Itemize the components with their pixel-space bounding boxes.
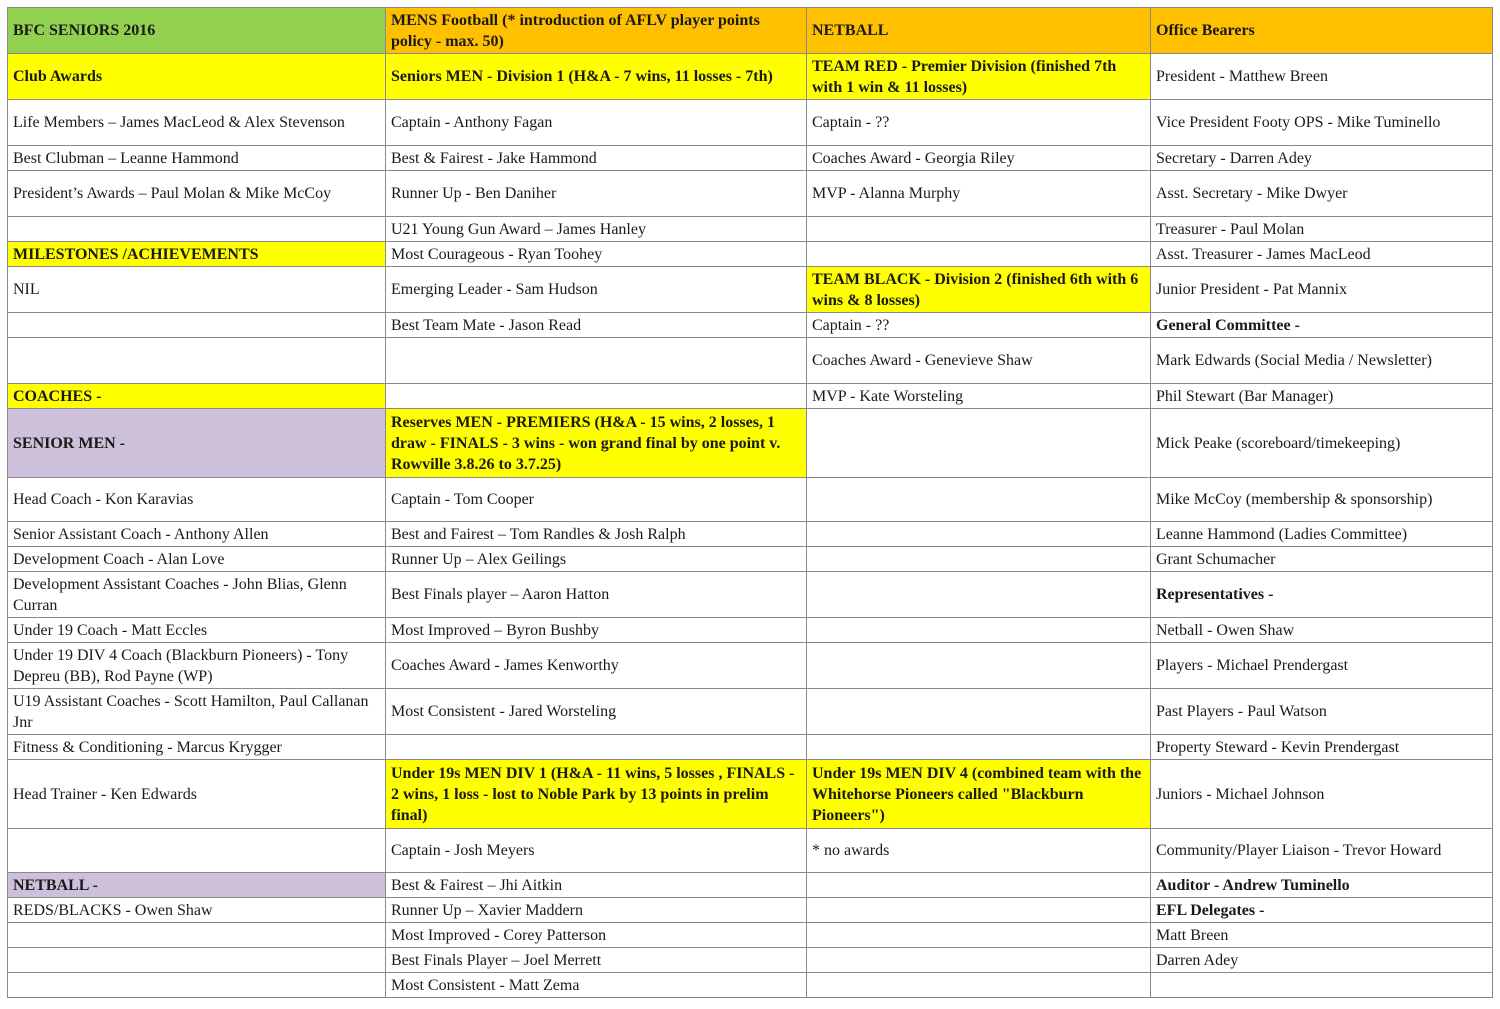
award-cell: Best & Fairest - Jake Hammond	[386, 146, 807, 171]
award-cell: Runner Up - Ben Daniher	[386, 171, 807, 217]
coach-cell: Development Coach - Alan Love	[8, 547, 386, 572]
representative-cell: Community/Player Liaison - Trevor Howard	[1151, 829, 1493, 873]
seniors-div1-header: Seniors MEN - Division 1 (H&A - 7 wins, 11 losses - 7th)	[386, 54, 807, 100]
award-cell: Captain - Tom Cooper	[386, 478, 807, 522]
award-cell: Best Team Mate - Jason Read	[386, 313, 807, 338]
coach-cell: REDS/BLACKS - Owen Shaw	[8, 898, 386, 923]
office-bearer-cell: Secretary - Darren Adey	[1151, 146, 1493, 171]
empty-cell	[807, 572, 1151, 618]
efl-delegates-label: EFL Delegates -	[1151, 898, 1493, 923]
milestones-header: MILESTONES /ACHIEVEMENTS	[8, 242, 386, 267]
committee-member-cell: Mike McCoy (membership & sponsorship)	[1151, 478, 1493, 522]
empty-cell	[807, 217, 1151, 242]
netball-award-cell: Coaches Award - Georgia Riley	[807, 146, 1151, 171]
award-cell: Best & Fairest – Jhi Aitkin	[386, 873, 807, 898]
committee-member-cell: Leanne Hammond (Ladies Committee)	[1151, 522, 1493, 547]
auditor-label: Auditor - Andrew Tuminello	[1151, 873, 1493, 898]
coach-cell: Under 19 Coach - Matt Eccles	[8, 618, 386, 643]
empty-cell	[807, 643, 1151, 689]
netball-award-cell: MVP - Kate Worsteling	[807, 384, 1151, 409]
award-cell: Coaches Award - James Kenworthy	[386, 643, 807, 689]
award-cell: Most Courageous - Ryan Toohey	[386, 242, 807, 267]
award-cell: Runner Up – Xavier Maddern	[386, 898, 807, 923]
general-committee-label: General Committee -	[1151, 313, 1493, 338]
empty-cell	[807, 923, 1151, 948]
netball-section-header: NETBALL -	[8, 873, 386, 898]
coach-cell: Development Assistant Coaches - John Blias, Glenn Curran	[8, 572, 386, 618]
empty-cell	[1151, 973, 1493, 998]
award-cell: Best and Fairest – Tom Randles & Josh Ralph	[386, 522, 807, 547]
office-bearer-cell: Vice President Footy OPS - Mike Tuminello	[1151, 100, 1493, 146]
representative-cell: Property Steward - Kevin Prendergast	[1151, 735, 1493, 760]
award-cell: Most Consistent - Jared Worsteling	[386, 689, 807, 735]
netball-award-cell: MVP - Alanna Murphy	[807, 171, 1151, 217]
representative-cell: Past Players - Paul Watson	[1151, 689, 1493, 735]
team-red-header: TEAM RED - Premier Division (finished 7th with 1 win & 11 losses)	[807, 54, 1151, 100]
club-award-cell: President’s Awards – Paul Molan & Mike McCoy	[8, 171, 386, 217]
coach-cell: U19 Assistant Coaches - Scott Hamilton, Paul Callanan Jnr	[8, 689, 386, 735]
committee-member-cell: Phil Stewart (Bar Manager)	[1151, 384, 1493, 409]
senior-men-header: SENIOR MEN -	[8, 409, 386, 478]
milestone-cell: NIL	[8, 267, 386, 313]
empty-cell	[8, 338, 386, 384]
club-award-cell: Best Clubman – Leanne Hammond	[8, 146, 386, 171]
club-award-cell: Life Members – James MacLeod & Alex Stevenson	[8, 100, 386, 146]
empty-cell	[8, 948, 386, 973]
award-cell: Best Finals Player – Joel Merrett	[386, 948, 807, 973]
empty-cell	[807, 873, 1151, 898]
office-bearer-cell: Junior President - Pat Mannix	[1151, 267, 1493, 313]
reserves-men-header: Reserves MEN - PREMIERS (H&A - 15 wins, 2 losses, 1 draw - FINALS - 3 wins - won grand final by one point v. Rowville 3.8.26 to 3.7.25)	[386, 409, 807, 478]
empty-cell	[807, 478, 1151, 522]
empty-cell	[807, 242, 1151, 267]
sheet-title-cell: BFC SENIORS 2016	[8, 8, 386, 54]
award-cell: Captain - Anthony Fagan	[386, 100, 807, 146]
representative-cell: Juniors - Michael Johnson	[1151, 760, 1493, 829]
empty-cell	[807, 689, 1151, 735]
award-cell: Emerging Leader - Sam Hudson	[386, 267, 807, 313]
netball-header: NETBALL	[807, 8, 1151, 54]
office-bearer-cell: President - Matthew Breen	[1151, 54, 1493, 100]
empty-cell	[8, 923, 386, 948]
empty-cell	[8, 313, 386, 338]
coach-cell: Fitness & Conditioning - Marcus Krygger	[8, 735, 386, 760]
netball-award-cell: Coaches Award - Genevieve Shaw	[807, 338, 1151, 384]
team-black-header: TEAM BLACK - Division 2 (finished 6th with 6 wins & 8 losses)	[807, 267, 1151, 313]
empty-cell	[386, 735, 807, 760]
empty-cell	[807, 948, 1151, 973]
empty-cell	[8, 829, 386, 873]
office-bearer-cell: Treasurer - Paul Molan	[1151, 217, 1493, 242]
empty-cell	[807, 735, 1151, 760]
coaches-header: COACHES -	[8, 384, 386, 409]
award-cell: U21 Young Gun Award – James Hanley	[386, 217, 807, 242]
office-bearers-header: Office Bearers	[1151, 8, 1493, 54]
award-cell: Most Improved – Byron Bushby	[386, 618, 807, 643]
representatives-label: Representatives -	[1151, 572, 1493, 618]
representative-cell: Netball - Owen Shaw	[1151, 618, 1493, 643]
empty-cell	[807, 522, 1151, 547]
award-cell: Runner Up – Alex Geilings	[386, 547, 807, 572]
empty-cell	[807, 898, 1151, 923]
u19-div1-header: Under 19s MEN DIV 1 (H&A - 11 wins, 5 losses , FINALS - 2 wins, 1 loss - lost to Noble Park by 13 points in prelim final)	[386, 760, 807, 829]
office-bearer-cell: Asst. Treasurer - James MacLeod	[1151, 242, 1493, 267]
committee-member-cell: Mark Edwards (Social Media / Newsletter)	[1151, 338, 1493, 384]
empty-cell	[807, 618, 1151, 643]
netball-award-cell: Captain - ??	[807, 100, 1151, 146]
award-cell: Best Finals player – Aaron Hatton	[386, 572, 807, 618]
mens-football-header: MENS Football (* introduction of AFLV player points policy - max. 50)	[386, 8, 807, 54]
empty-cell	[386, 384, 807, 409]
empty-cell	[386, 338, 807, 384]
coach-cell: Under 19 DIV 4 Coach (Blackburn Pioneers) - Tony Depreu (BB), Rod Payne (WP)	[8, 643, 386, 689]
award-cell: Most Improved - Corey Patterson	[386, 923, 807, 948]
empty-cell	[8, 217, 386, 242]
representative-cell: Players - Michael Prendergast	[1151, 643, 1493, 689]
delegate-cell: Matt Breen	[1151, 923, 1493, 948]
committee-member-cell: Grant Schumacher	[1151, 547, 1493, 572]
coach-cell: Head Coach - Kon Karavias	[8, 478, 386, 522]
empty-cell	[8, 973, 386, 998]
award-cell: Most Consistent - Matt Zema	[386, 973, 807, 998]
committee-member-cell: Mick Peake (scoreboard/timekeeping)	[1151, 409, 1493, 478]
coach-cell: Senior Assistant Coach - Anthony Allen	[8, 522, 386, 547]
empty-cell	[807, 409, 1151, 478]
empty-cell	[807, 973, 1151, 998]
u19-div4-header: Under 19s MEN DIV 4 (combined team with the Whitehorse Pioneers called "Blackburn Pioneers")	[807, 760, 1151, 829]
note-cell: * no awards	[807, 829, 1151, 873]
delegate-cell: Darren Adey	[1151, 948, 1493, 973]
club-awards-header: Club Awards	[8, 54, 386, 100]
seniors-2016-spreadsheet	[7, 7, 1493, 998]
office-bearer-cell: Asst. Secretary - Mike Dwyer	[1151, 171, 1493, 217]
netball-award-cell: Captain - ??	[807, 313, 1151, 338]
award-cell: Captain - Josh Meyers	[386, 829, 807, 873]
coach-cell: Head Trainer - Ken Edwards	[8, 760, 386, 829]
empty-cell	[807, 547, 1151, 572]
